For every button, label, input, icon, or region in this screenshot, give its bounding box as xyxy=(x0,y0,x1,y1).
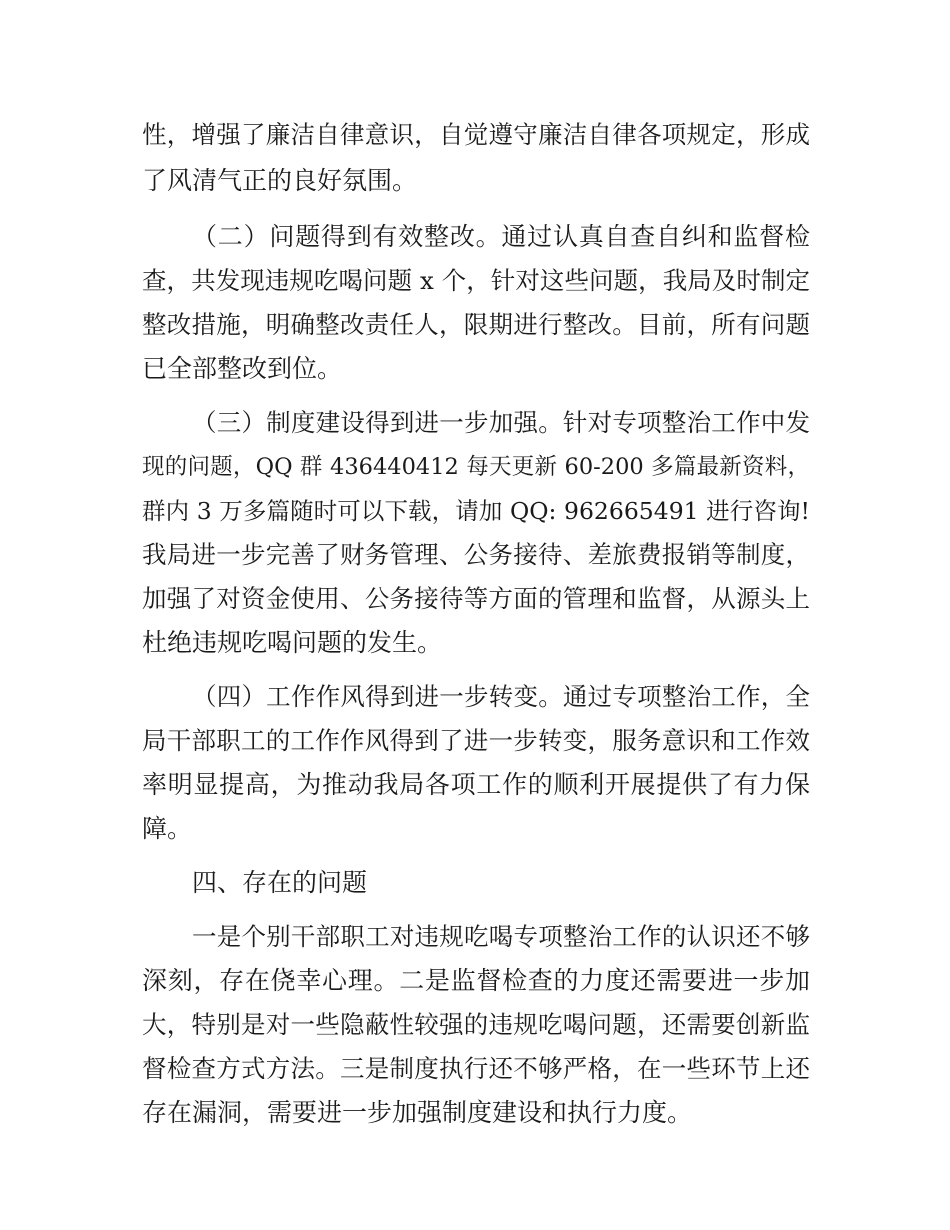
text-line: 群内 3 万多篇随时可以下载，请加 QQ: 962665491 进行咨询! xyxy=(142,497,810,525)
text-line: 杜绝违规吃喝问题的发生。 xyxy=(142,628,443,657)
text-line: 大，特别是对一些隐蔽性较强的违规吃喝问题，还需要创新监 xyxy=(142,1010,810,1039)
text-line: 查，共发现违规吃喝问题 x 个，针对这些问题，我局及时制定 xyxy=(142,266,810,295)
text-line: 加强了对资金使用、公务接待等方面的管理和监督，从源头上 xyxy=(142,584,810,613)
section-title: 四、存在的问题 xyxy=(192,868,368,897)
section-heading-line: （三）制度建设得到进一步加强。针对专项整治工作中发 xyxy=(192,408,810,437)
text-line: 一是个别干部职工对违规吃喝专项整治工作的认识还不够 xyxy=(192,922,810,951)
text-line: 性，增强了廉洁自律意识，自觉遵守廉洁自律各项规定，形成 xyxy=(142,120,810,149)
text-line: 督检查方式方法。三是制度执行还不够严格，在一些环节上还 xyxy=(142,1054,810,1083)
text-line: 局干部职工的工作作风得到了进一步转变，服务意识和工作效 xyxy=(142,726,810,755)
text-line: 率明显提高，为推动我局各项工作的顺利开展提供了有力保 xyxy=(142,770,810,799)
text-line: 存在漏洞，需要进一步加强制度建设和执行力度。 xyxy=(142,1098,693,1127)
text-line: 已全部整改到位。 xyxy=(142,354,343,383)
text-line: 障。 xyxy=(142,814,193,843)
text-line: 现的问题，QQ 群 436440412 每天更新 60-200 多篇最新资料， xyxy=(142,454,810,480)
section-heading-line: （二）问题得到有效整改。通过认真自查自纠和监督检 xyxy=(192,222,810,251)
section-heading-line: （四）工作作风得到进一步转变。通过专项整治工作，全 xyxy=(192,682,810,711)
text-line: 深刻，存在侥幸心理。二是监督检查的力度还需要进一步加 xyxy=(142,966,810,995)
text-line: 了风清气正的良好氛围。 xyxy=(142,166,418,195)
text-line: 整改措施，明确整改责任人，限期进行整改。目前，所有问题 xyxy=(142,310,810,339)
text-line: 我局进一步完善了财务管理、公务接待、差旅费报销等制度， xyxy=(142,540,810,569)
